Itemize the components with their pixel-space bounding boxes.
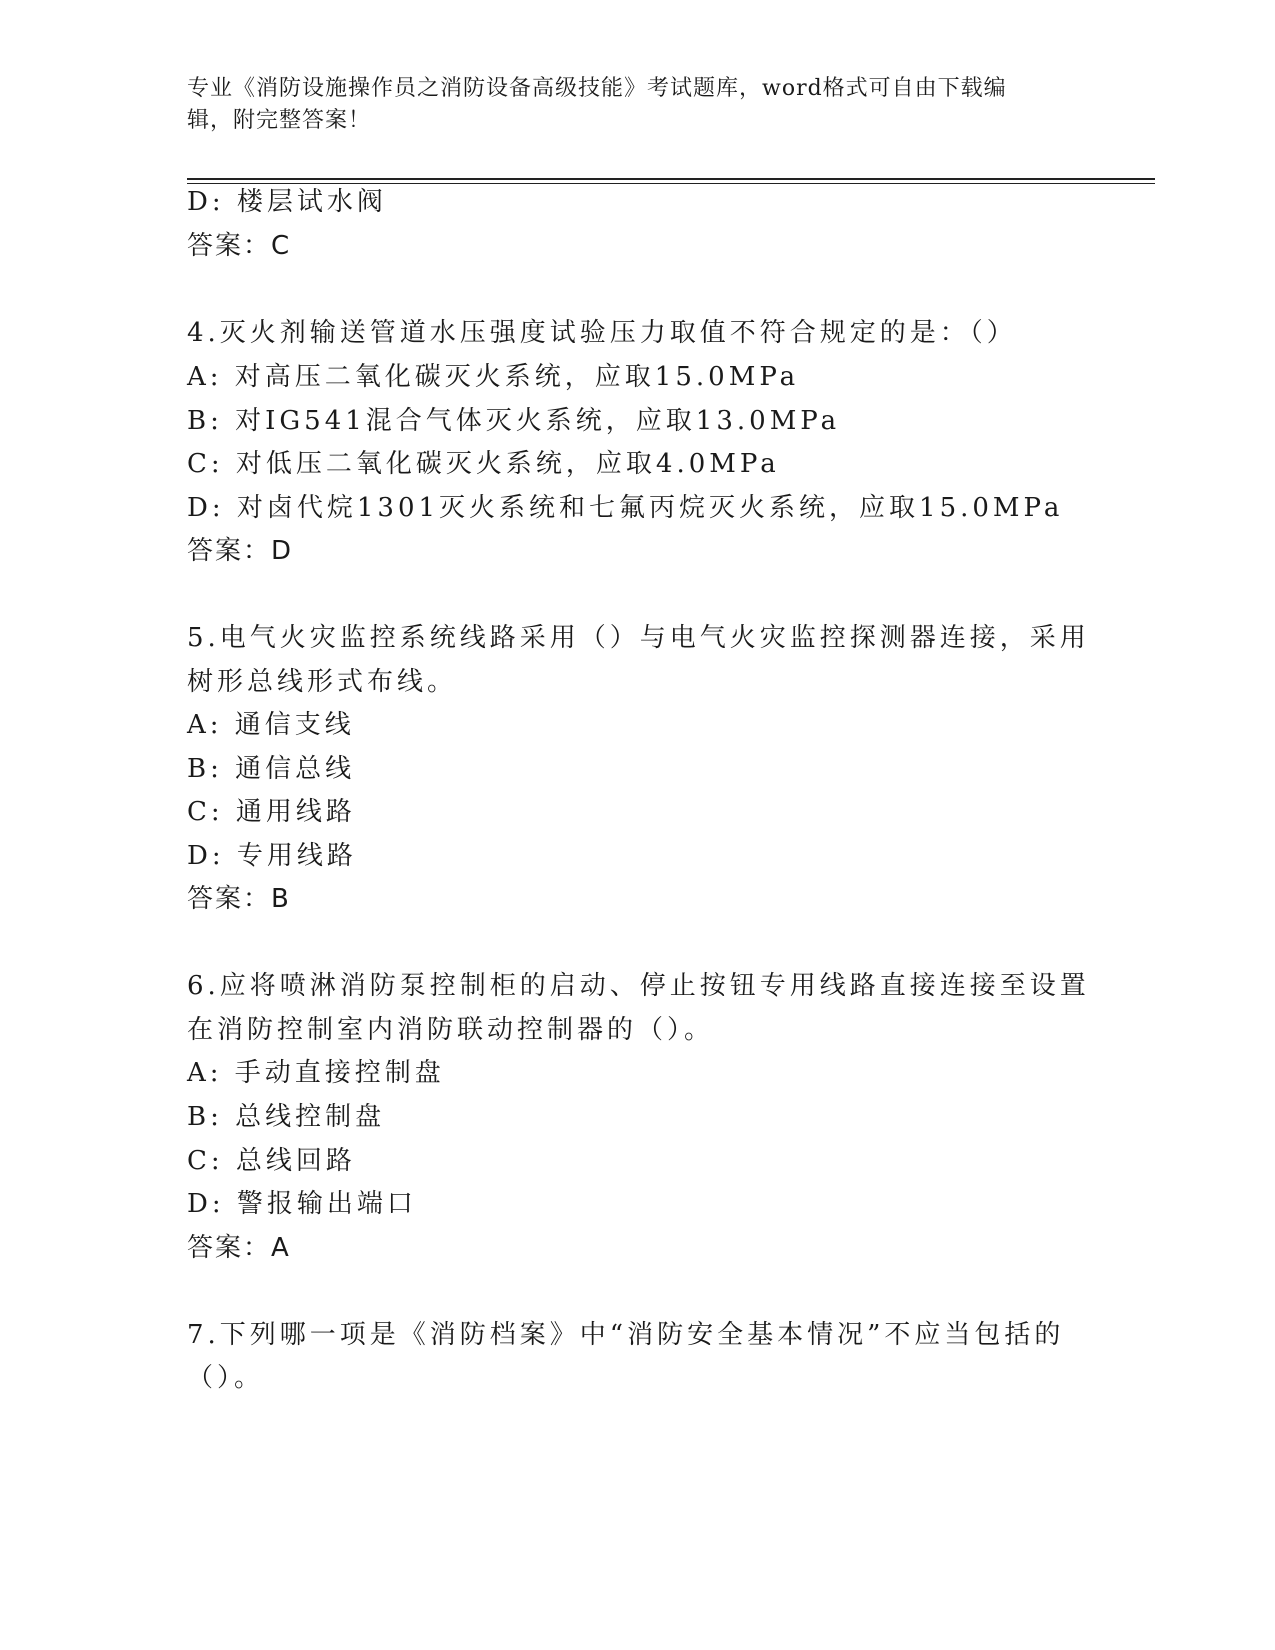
- header-line-2: 辑，附完整答案！: [187, 108, 372, 133]
- q6-answer: 答案：A: [187, 1233, 291, 1263]
- q6-option-b: B: 总线控制盘: [187, 1102, 386, 1132]
- q7-stem-line-1: 7.下列哪一项是《消防档案》中“消防安全基本情况”不应当包括的: [187, 1320, 1065, 1350]
- header-divider-thin: [187, 183, 1155, 184]
- q7-stem-line-2: （）。: [187, 1363, 265, 1393]
- q4-option-b: B: 对IG541混合气体灭火系统，应取13.0MPa: [187, 406, 841, 436]
- q3-option-d: D: 楼层试水阀: [187, 187, 387, 217]
- q5-option-a: A: 通信支线: [187, 710, 355, 740]
- q4-option-c: C: 对低压二氧化碳灭火系统，应取4.0MPa: [187, 449, 780, 479]
- q5-answer: 答案：B: [187, 884, 291, 914]
- header-line-1: 专业《消防设施操作员之消防设备高级技能》考试题库，word格式可自由下载编: [187, 76, 1007, 101]
- q6-option-d: D: 警报输出端口: [187, 1189, 417, 1219]
- q6-stem-line-2: 在消防控制室内消防联动控制器的（）。: [187, 1015, 715, 1045]
- q5-stem-line-1: 5.电气火灾监控系统线路采用（）与电气火灾监控探测器连接，采用: [187, 623, 1090, 653]
- q5-option-d: D: 专用线路: [187, 841, 357, 871]
- q3-answer: 答案：C: [187, 231, 292, 261]
- q6-option-c: C: 总线回路: [187, 1146, 356, 1176]
- header-divider-thick: [187, 178, 1155, 180]
- q6-option-a: A: 手动直接控制盘: [187, 1058, 445, 1088]
- document-header: [187, 73, 1067, 137]
- q5-option-b: B: 通信总线: [187, 754, 356, 784]
- q4-answer: 答案：D: [187, 536, 294, 566]
- q6-stem-line-1: 6.应将喷淋消防泵控制柜的启动、停止按钮专用线路直接连接至设置: [187, 971, 1090, 1001]
- q4-option-a: A: 对高压二氧化碳灭火系统，应取15.0MPa: [187, 362, 800, 392]
- q4-option-d: D: 对卤代烷1301灭火系统和七氟丙烷灭火系统，应取15.0MPa: [187, 493, 1064, 523]
- q5-option-c: C: 通用线路: [187, 797, 356, 827]
- q5-stem-line-2: 树形总线形式布线。: [187, 667, 458, 697]
- q4-stem: 4.灭火剂输送管道水压强度试验压力取值不符合规定的是：（）: [187, 318, 1017, 348]
